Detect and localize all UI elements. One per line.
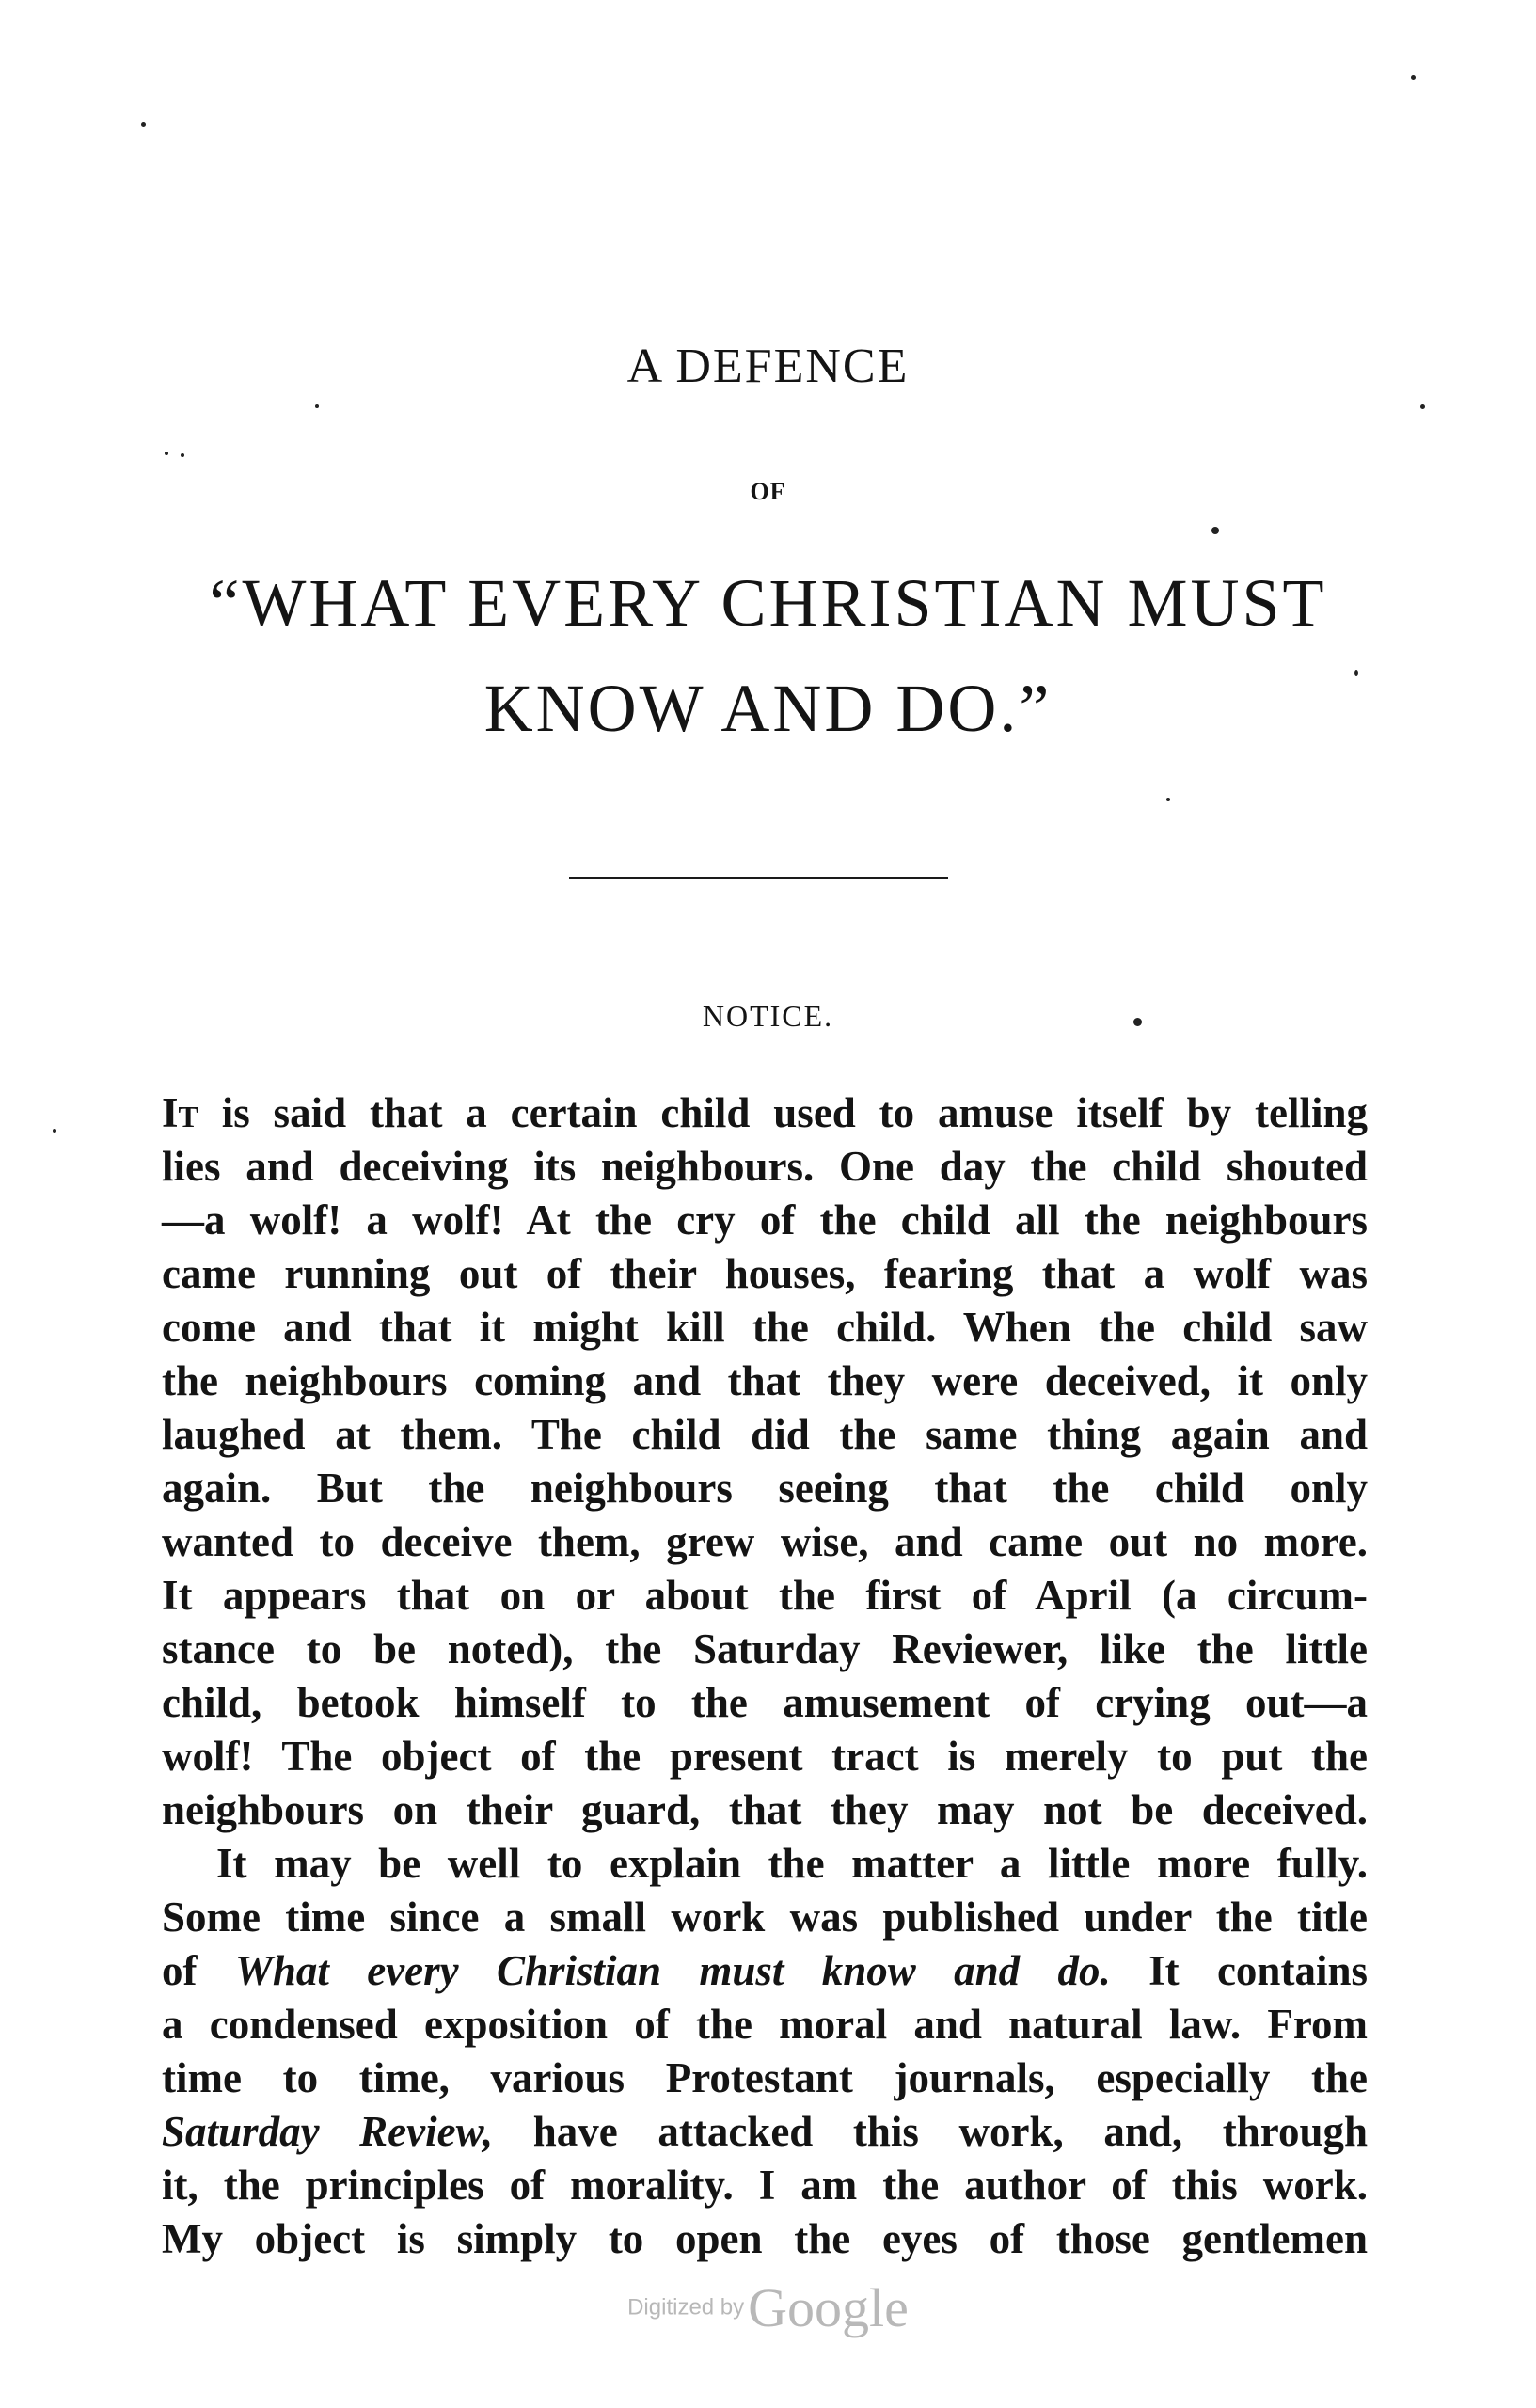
digitized-watermark — [0, 2276, 1536, 2339]
scan-speck — [315, 404, 319, 408]
text-run: have attacked this work, and, through — [493, 2108, 1368, 2155]
text-line: again. But the neighbours seeing that the child only — [162, 1465, 1368, 1512]
scan-speck — [1354, 670, 1358, 676]
text-line — [162, 1944, 1368, 1998]
title-line-4: KNOW AND DO.” — [483, 671, 1053, 746]
section-heading: NOTICE. — [702, 999, 834, 1033]
italic-book-title: What every Christian must know and do. — [234, 1947, 1111, 1994]
text-line: neighbours on their guard, that they may not be deceived. — [162, 1786, 1368, 1833]
text-line: My object is simply to open the eyes of those gentlemen — [162, 2215, 1368, 2262]
scan-speck — [1411, 75, 1416, 80]
text-line: come and that it might kill the child. When the child saw — [162, 1304, 1368, 1351]
body-text — [162, 1086, 1368, 2266]
title-line-2: OF — [750, 478, 786, 505]
text-line: stance to be noted), the Saturday Reviewer, like the little — [162, 1625, 1368, 1672]
text-line: wanted to deceive them, grew wise, and came out no more. — [162, 1518, 1368, 1565]
text-line: Some time since a small work was published under the title — [162, 1893, 1368, 1941]
text-line: a condensed exposition of the moral and natural law. From — [162, 2001, 1368, 2048]
text-line: the neighbours coming and that they were deceived, it only — [162, 1357, 1368, 1404]
text-line: It may be well to explain the matter a little more fully. — [216, 1840, 1368, 1887]
text-run: of — [162, 1947, 235, 1994]
text-line: child, betook himself to the amusement of crying out—a — [162, 1679, 1368, 1726]
text-line: time to time, various Protestant journals, especially the — [162, 2054, 1368, 2101]
text-line: —a wolf! a wolf! At the cry of the child all the neighbours — [162, 1196, 1368, 1244]
text-line: It appears that on or about the first of April (a circum- — [162, 1572, 1368, 1619]
drop-cap-word: It — [162, 1089, 198, 1136]
text-line — [162, 1086, 1368, 1140]
scan-speck — [1420, 404, 1425, 409]
scan-speck — [1133, 1018, 1142, 1026]
text-run: It contains — [1110, 1947, 1368, 1994]
scan-speck — [1166, 798, 1170, 801]
title-line-1: A DEFENCE — [626, 340, 910, 393]
text-line: it, the principles of morality. I am the author of this work. — [162, 2162, 1368, 2209]
scan-speck — [1211, 527, 1219, 534]
text-run: is said that a certain child used to amuse itself by telling — [198, 1089, 1368, 1136]
watermark-logo-text: Google — [748, 2277, 909, 2338]
text-line: wolf! The object of the present tract is merely to put the — [162, 1733, 1368, 1780]
title-line-3: “WHAT EVERY CHRISTIAN MUST — [209, 565, 1327, 641]
text-line: lies and deceiving its neighbours. One day the child shouted — [162, 1143, 1368, 1190]
scan-speck — [53, 1129, 56, 1133]
text-line: laughed at them. The child did the same thing again and — [162, 1411, 1368, 1458]
scan-speck — [181, 453, 184, 457]
title-divider-rule — [569, 877, 948, 879]
scan-speck — [141, 122, 146, 127]
italic-journal-title: Saturday Review, — [162, 2108, 494, 2155]
text-line: came running out of their houses, fearing that a wolf was — [162, 1250, 1368, 1297]
watermark-small-text: Digitized by — [627, 2294, 745, 2321]
scan-speck — [165, 452, 168, 455]
text-line — [162, 2105, 1368, 2159]
